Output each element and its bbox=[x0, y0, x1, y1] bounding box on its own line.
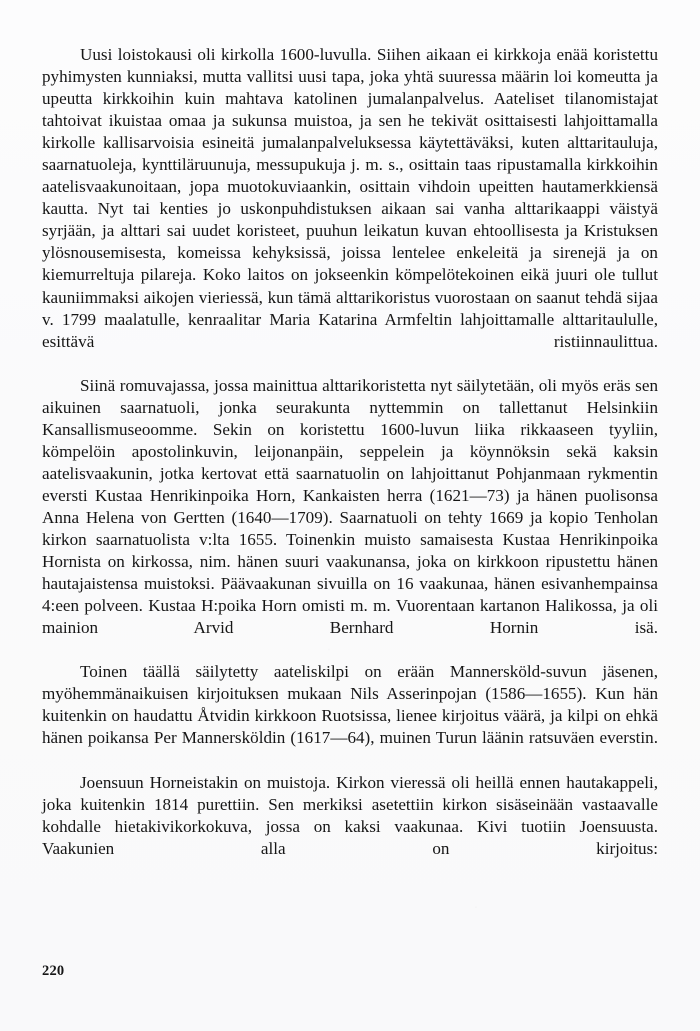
page-number: 220 bbox=[42, 963, 65, 979]
paragraph-2: Siinä romuvajassa, jossa mainittua alttarikoristetta nyt säilytetään, oli myös eräs sen aikuinen saarnatuoli, jonka seurakunta nyttemmin on tallettanut Helsinkiin Kansallismuseoomme. Sekin on koristettu 1600-luvun liika rikkaaseen tyyliin, kömpelöin apostolinkuvin, leijonanpäin, seppelein ja köynnöksin sekä kaksin aatelisvaakunin, jotka kertovat että saarnatuolin on lahjoittanut Pohjanmaan rykmentin eversti Kustaa Henrikinpoika Horn, Kankaisten herra (1621—73) ja hänen puolisonsa Anna Helena von Gertten (1640—1709). Saarnatuoli on tehty 1669 ja kopio Tenholan kirkon saarnatuolista v:lta 1655. Toinenkin muisto samaisesta Kustaa Henrikinpoika Hornista on kirkossa, nim. hänen suuri vaakunansa, joka on kirkkoon ripustettu hänen hautajaistensa muistoksi. Päävaakunan sivuilla on 16 vaakunaa, hänen esivanhempainsa 4:een polveen. Kustaa H:poika Horn omisti m. m. Vuorentaan kartanon Halikossa, ja oli mainion Arvid Bernhard Hornin isä. bbox=[42, 375, 658, 638]
paragraph-1: Uusi loistokausi oli kirkolla 1600-luvulla. Siihen aikaan ei kirkkoja enää koristettu pyhimysten kunniaksi, mutta vallitsi uusi tapa, joka yhtä suuressa määrin loi komeutta ja upeutta kirkkoihin kuin mahtava katolinen jumalanpalvelus. Aateliset tilanomistajat tahtoivat ikuistaa omaa ja sukunsa muistoa, ja sen he tekivät osittaisesti lahjoittamalla kirkolle kallisarvoisia esineitä jumalanpalveluksessa käytettäväksi, kuten alttaritauluja, saarnatuoleja, kynttiläruunuja, messupukuja j. m. s., osittain taas ripustamalla kirkkoihin aatelisvaakunoitaan, jopa muotokuviaankin, osittain vihdoin upeitten hautamerkkiensä kautta. Nyt tai kenties jo uskonpuhdistuksen aikaan sai vanha alttarikaappi väistyä syrjään, ja alttari sai uudet koristeet, puuhun leikatun kuvan ehtoollisesta ja Kristuksen ylösnousemisesta, komeissa kehyksissä, joissa lentelee enkeleitä ja sirenejä ja on kiemurreltuja pilareja. Koko laitos on jokseenkin kömpelötekoinen eikä juuri ole tullut kauniimmaksi aikojen vieriessä, kun tämä alttarikoristus vuorostaan on saanut tehdä sijaa v. 1799 maalatulle, kenraalitar Maria Katarina Armfeltin lahjoittamalle alttaritaululle, esittävä ristiinnaulittua. bbox=[42, 45, 658, 351]
paragraph-4: Joensuun Horneistakin on muistoja. Kirkon vieressä oli heillä ennen hautakappeli, joka kuitenkin 1814 purettiin. Sen merkiksi asetettiin kirkon sisäseinään vastaavalle kohdalle hietakivikorkokuva, jossa on kaksi vaakunaa. Kivi tuotiin Joensuusta. Vaakunien alla on kirjoitus: bbox=[42, 772, 658, 858]
body-text-block bbox=[42, 44, 658, 882]
paragraph-3: Toinen täällä säilytetty aateliskilpi on erään Mannersköld-suvun jäsenen, myöhemmänaikuisen kirjoituksen mukaan Nils Asserinpojan (1586—1655). Kun hän kuitenkin on haudattu Åtvidin kirkkoon Ruotsissa, lienee kirjoitus väärä, ja kilpi on ehkä hänen poikansa Per Mannersköldin (1617—64), muinen Turun läänin ratsuväen everstin. bbox=[42, 662, 658, 748]
